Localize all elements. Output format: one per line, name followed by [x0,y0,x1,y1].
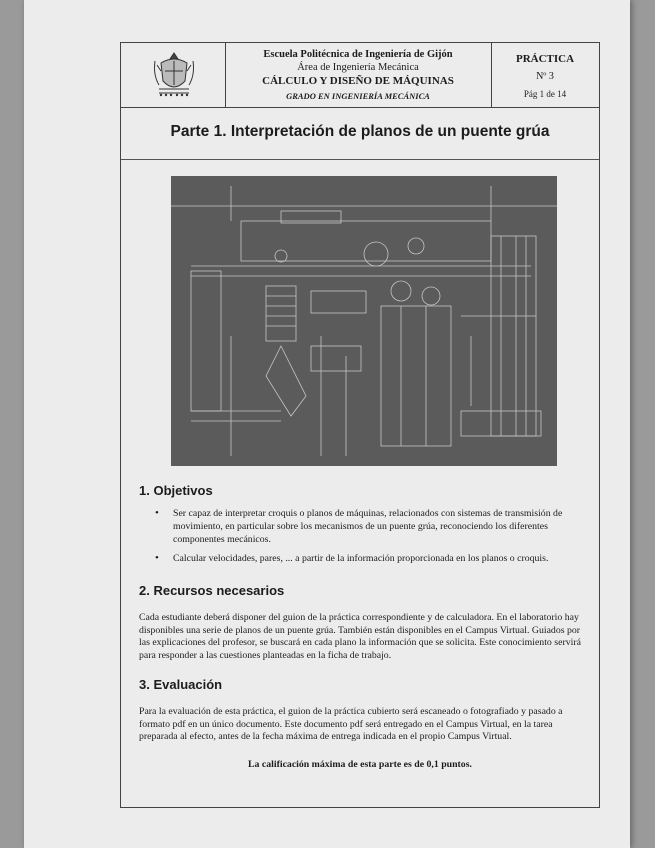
resources-heading: 2. Recursos necesarios [139,583,285,598]
document-header [121,43,599,108]
practice-label: PRÁCTICA [515,53,575,65]
max-grade-note: La calificación máxima de esta parte es de 0,1 puntos. [248,759,472,770]
document-page [24,0,630,848]
evaluation-paragraph: Para la evaluación de esta práctica, el guion de la práctica cubierto será escaneado o fotografiado y pasado a formato pdf en un único documento. Este documento pdf será entregado en el Campus Virtual, en la tarea preparada al efecto, antes de la fecha máxima de entrega indicada en el propio Campus Virtual. [139,706,563,742]
page-frame [120,42,600,808]
crane-blueprint-image [171,176,557,466]
list-item: • Calcular velocidades, pares, ... a partir de la información proporcionada en los planos o croquis. [141,552,587,565]
list-item: • Ser capaz de interpretar croquis o planos de máquinas, relacionados con sistemas de transmisión de movimiento, en particular sobre los mecanismos de un puente grúa, reconociendo los diferentes componentes mecánicos. [141,507,587,546]
crest-cell [121,43,226,107]
page-number: Pág 1 de 14 [523,89,567,99]
school-name: Escuela Politécnica de Ingeniería de Gijón [263,49,453,60]
title-divider [121,159,599,160]
degree-name: GRADO EN INGENIERÍA MECÁNICA [286,91,430,101]
subject-name: CÁLCULO Y DISEÑO DE MÁQUINAS [262,75,454,87]
crane-blueprint-drawing [171,176,557,466]
university-crest-icon [151,51,197,99]
school-cell [225,43,492,107]
practice-cell [491,43,599,107]
area-name: Área de Ingeniería Mecánica [297,62,419,73]
evaluation-heading: 3. Evaluación [139,677,223,692]
practice-number: Nº 3 [536,71,554,82]
resources-paragraph: Cada estudiante deberá disponer del guion de la práctica correspondiente y de calculadora. En el laboratorio hay disponibles una serie de planos de un puente grúa. También están disponibles en el Campus Virtual. Guiados por las explicaciones del profesor, se buscará en cada plano la información que se solicita. Este conocimiento servirá para responder a las cuestiones planteadas en la ficha de trabajo. [139,612,581,661]
part-title: Parte 1. Interpretación de planos de un puente grúa [170,123,550,140]
objectives-heading: 1. Objetivos [139,483,213,498]
objectives-list [141,507,587,571]
